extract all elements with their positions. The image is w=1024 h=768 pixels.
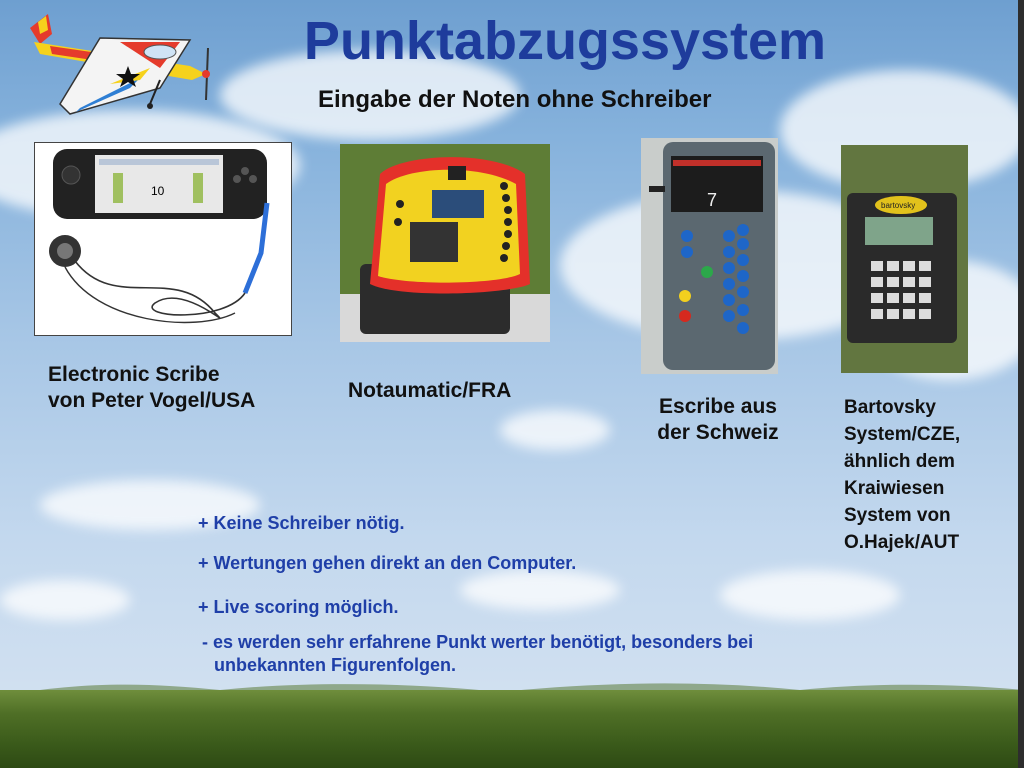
caption-line: Kraiwiesen (844, 478, 945, 499)
bullet-item: + Keine Schreiber nötig. (198, 513, 405, 533)
slide-title: Punktabzugssystem (303, 11, 827, 71)
caption-escribe (638, 394, 798, 446)
electronic-scribe-photo (34, 142, 292, 336)
bartovsky-logo-text: bartovsky (881, 201, 916, 210)
caption-electronic-scribe (48, 362, 255, 414)
escribe-display-text: 7 (707, 190, 718, 210)
bullet-item: unbekannten Figurenfolgen. (214, 655, 456, 675)
phone-score-text: 10 (151, 184, 165, 198)
escribe-photo (641, 138, 778, 374)
bullet-item: - es werden sehr erfahrene Punkt werter benötigt, besonders bei (202, 632, 754, 652)
frame-edge (1018, 0, 1024, 768)
slide-subtitle: Eingabe der Noten ohne Schreiber (318, 86, 712, 113)
grass-field (0, 690, 1024, 768)
cloud (0, 580, 130, 620)
caption-line: System von (844, 505, 951, 526)
caption-notaumatic: Notaumatic/FRA (348, 379, 512, 402)
caption-line: O.Hajek/AUT (844, 532, 960, 553)
cloud (720, 570, 900, 620)
caption-line: ähnlich dem (844, 451, 955, 472)
cloud (500, 410, 610, 450)
bartovsky-photo (841, 145, 968, 373)
caption-bartovsky (844, 394, 960, 556)
caption-line: von Peter Vogel/USA (48, 389, 256, 412)
caption-line: Escribe aus (659, 395, 777, 418)
bullet-item: + Wertungen gehen direkt an den Computer. (198, 553, 577, 573)
cloud (460, 570, 620, 610)
caption-line: der Schweiz (657, 421, 779, 444)
caption-line: Electronic Scribe (48, 363, 220, 386)
bullet-item: + Live scoring möglich. (198, 597, 399, 617)
notaumatic-photo (340, 144, 550, 342)
caption-line: Bartovsky (844, 397, 936, 418)
caption-line: System/CZE, (844, 424, 961, 445)
